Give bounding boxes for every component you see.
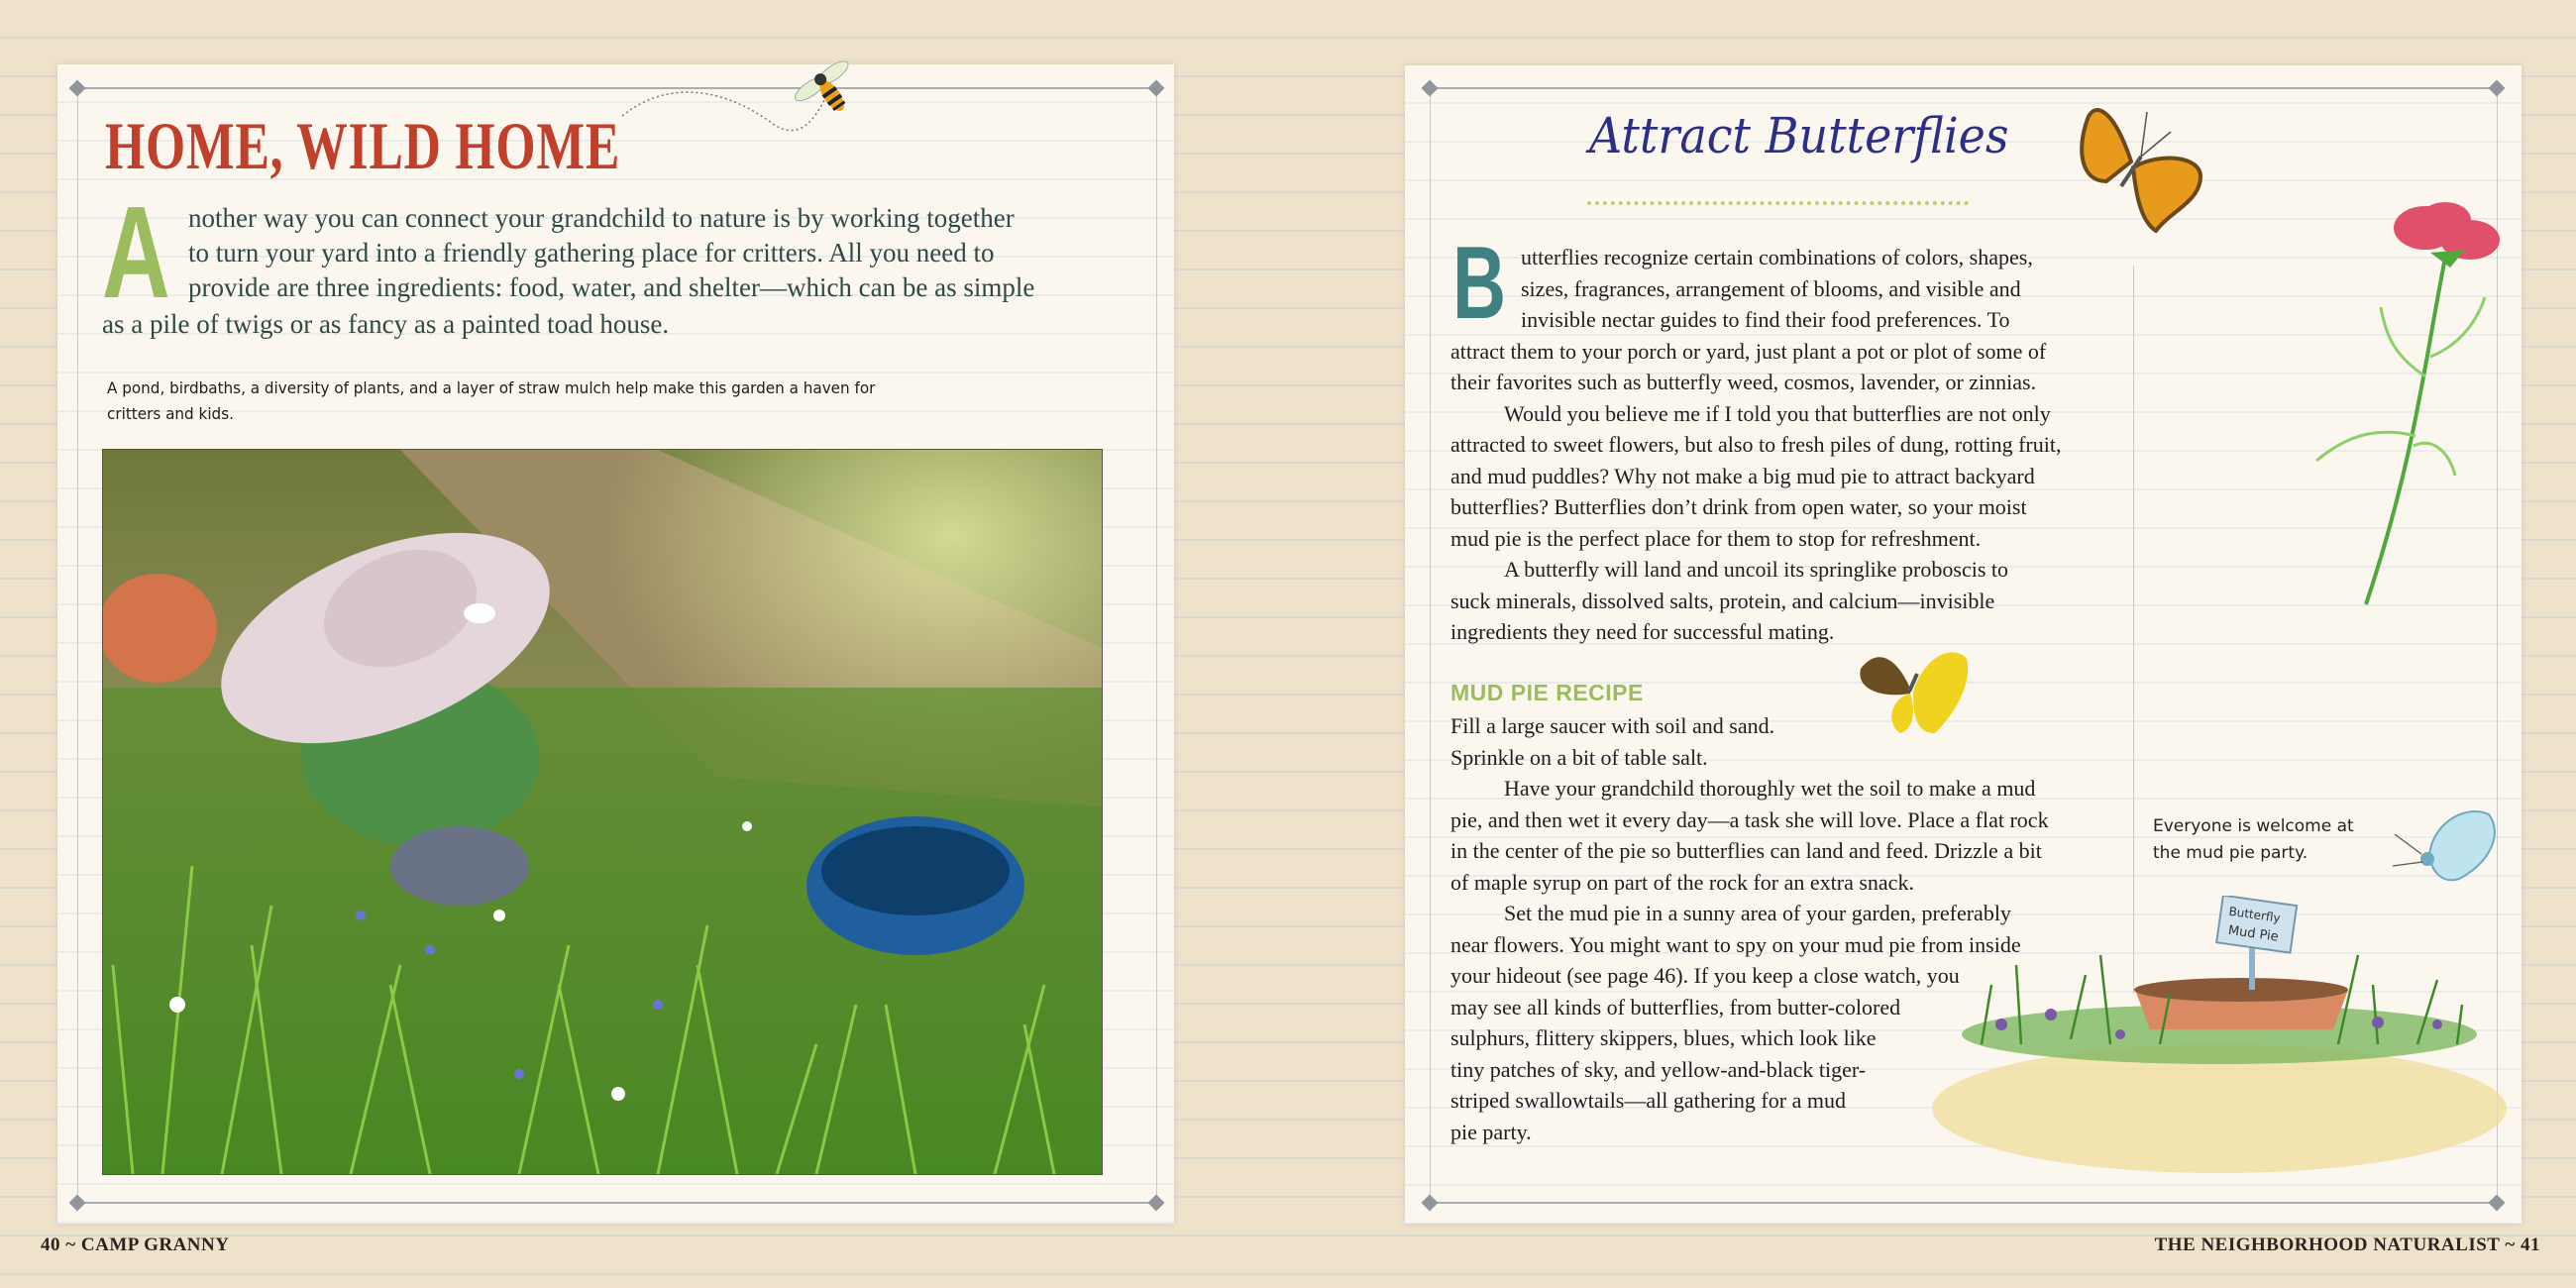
left-left-rule bbox=[77, 87, 78, 1202]
body-line: Would you believe me if I told you that butterflies are not only bbox=[1504, 400, 2051, 426]
yellow-butterfly-icon bbox=[1856, 644, 1973, 743]
left-bottom-rule bbox=[77, 1202, 1157, 1204]
recipe-line: Have your grandchild thoroughly wet the soil to make a mud bbox=[1504, 776, 2036, 801]
recipe-line: Set the mud pie in a sunny area of your garden, preferably bbox=[1504, 901, 2011, 925]
intro-line: to turn your yard into a friendly gathering place for critters. All you need to bbox=[188, 238, 995, 268]
intro-line: provide are three ingredients: food, water, and shelter—which can be as simple bbox=[188, 272, 1035, 302]
mud-pie-illustration bbox=[1922, 896, 2517, 1178]
photo-caption-line: critters and kids. bbox=[107, 404, 234, 423]
left-right-rule bbox=[1156, 87, 1157, 1202]
body-line: and mud puddles? Why not make a big mud pie to attract backyard bbox=[1450, 463, 2035, 488]
photo-caption-line: A pond, birdbaths, a diversity of plants, and a layer of straw mulch help make this garden a haven for bbox=[107, 378, 876, 397]
drop-cap: B bbox=[1452, 226, 1507, 341]
recipe-line: sulphurs, flittery skippers, blues, which look like bbox=[1450, 1025, 1877, 1050]
illustration-caption-line: Everyone is welcome at bbox=[2153, 816, 2354, 836]
body-line: invisible nectar guides to find their food preferences. To bbox=[1521, 307, 2010, 332]
column-divider bbox=[2133, 266, 2134, 994]
body-line: ingredients they need for successful mating. bbox=[1450, 619, 1835, 644]
body-line: their favorites such as butterfly weed, cosmos, lavender, or zinnias. bbox=[1450, 370, 2037, 394]
recipe-line: of maple syrup on part of the rock for an extra snack. bbox=[1450, 869, 1914, 895]
page-footer-left: 40 ~ CAMP GRANNY bbox=[41, 1234, 230, 1255]
body-line: sizes, fragrances, arrangement of blooms, and visible and bbox=[1521, 275, 2021, 301]
recipe-line: your hideout (see page 46). If you keep a close watch, you bbox=[1450, 963, 1960, 988]
recipe-line: Sprinkle on a bit of table salt. bbox=[1450, 744, 1708, 770]
bee-illustration bbox=[614, 54, 882, 154]
garden-photo bbox=[102, 449, 1103, 1175]
sign-text-line: Butterfly bbox=[2227, 904, 2282, 925]
page-footer-right: THE NEIGHBORHOOD NATURALIST ~ 41 bbox=[2154, 1234, 2540, 1255]
section-title: Attract Butterflies bbox=[1589, 107, 2009, 164]
right-bottom-rule bbox=[1430, 1202, 2498, 1204]
body-line: attracted to sweet flowers, but also to fresh piles of dung, rotting fruit, bbox=[1450, 432, 2062, 457]
body-line: A butterfly will land and uncoil its springlike proboscis to bbox=[1504, 557, 2008, 582]
intro-line: as a pile of twigs or as fancy as a painted toad house. bbox=[102, 309, 670, 339]
recipe-line: near flowers. You might want to spy on your mud pie from inside bbox=[1450, 931, 2021, 957]
blue-butterfly-icon bbox=[2390, 805, 2505, 896]
cosmos-flower-illustration bbox=[2267, 198, 2510, 609]
bee-icon bbox=[791, 56, 868, 129]
recipe-line: striped swallowtails—all gathering for a mud bbox=[1450, 1088, 1846, 1113]
orange-butterfly-icon bbox=[2062, 102, 2210, 233]
recipe-line: in the center of the pie so butterflies can land and feed. Drizzle a bit bbox=[1450, 838, 2042, 863]
sign-text-line: Mud Pie bbox=[2226, 922, 2280, 945]
illustration-caption-line: the mud pie party. bbox=[2153, 843, 2308, 863]
body-line: mud pie is the perfect place for them to stop for refreshment. bbox=[1450, 525, 1982, 551]
sign bbox=[2216, 896, 2297, 953]
intro-line: nother way you can connect your grandchild to nature is by working together bbox=[188, 203, 1015, 233]
recipe-line: Fill a large saucer with soil and sand. bbox=[1450, 713, 1775, 738]
body-line: suck minerals, dissolved salts, protein, and calcium—invisible bbox=[1450, 588, 1995, 613]
recipe-line: pie, and then wet it every day—a task she will love. Place a flat rock bbox=[1450, 806, 2049, 832]
page-title: HOME, WILD HOME bbox=[105, 108, 621, 183]
title-dotted-rule bbox=[1587, 201, 1969, 205]
recipe-line: pie party. bbox=[1450, 1119, 1532, 1144]
right-left-rule bbox=[1430, 87, 1431, 1202]
body-line: butterflies? Butterflies don’t drink from open water, so your moist bbox=[1450, 494, 2027, 519]
clay-pot bbox=[102, 574, 217, 683]
right-top-rule bbox=[1430, 87, 2498, 89]
body-line: attract them to your porch or yard, just plant a pot or plot of some of bbox=[1450, 338, 2047, 364]
drop-cap: A bbox=[102, 179, 170, 325]
recipe-line: may see all kinds of butterflies, from butter-colored bbox=[1450, 994, 1901, 1020]
recipe-heading: MUD PIE RECIPE bbox=[1450, 680, 1644, 705]
body-line: utterflies recognize certain combinations of colors, shapes, bbox=[1521, 245, 2033, 269]
recipe-line: tiny patches of sky, and yellow-and-black tiger- bbox=[1450, 1056, 1867, 1082]
